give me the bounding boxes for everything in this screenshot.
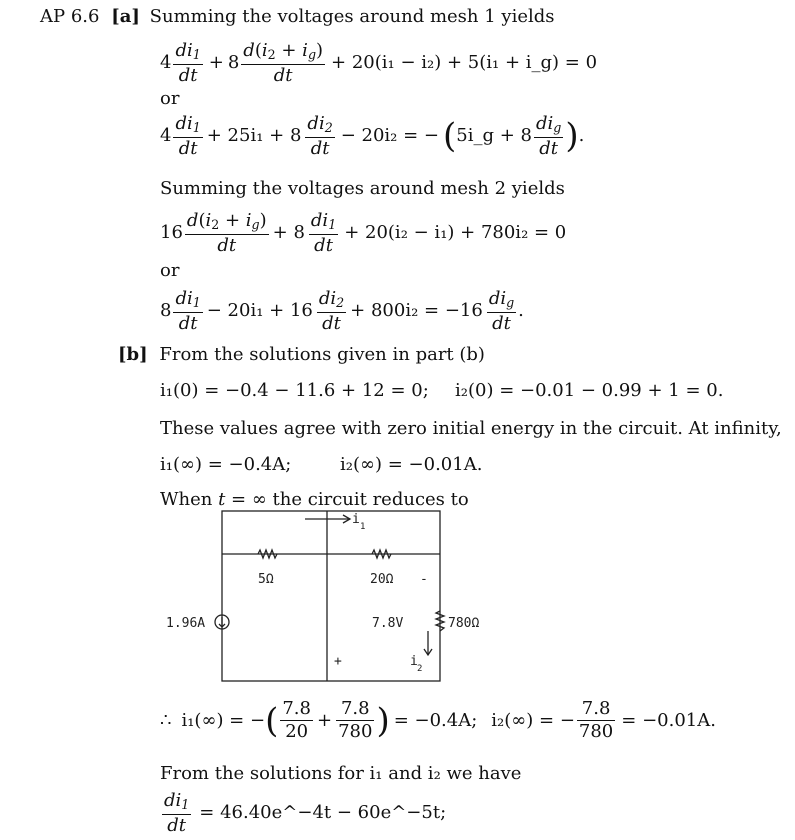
equation-mesh1: 4 $\frac{di_1}{dt}$ + 8 $\frac{d(i_2 + i_g)}{dt}$ + 20(i₁ − i₂) + 5(i₁ + i_g) = 0 [160, 40, 598, 86]
or-text: or [160, 88, 180, 109]
i1-zero: i₁(0) = −0.4 − 11.6 + 12 = 0; [160, 380, 429, 401]
i1-label: i [352, 512, 360, 527]
fraction: $\frac{di_g}{dt}$ [488, 288, 515, 334]
therefore-symbol: ∴ [160, 709, 172, 731]
i1-rhs: = −0.4A; [393, 709, 478, 731]
coef: 4 [160, 52, 172, 74]
fraction: $\frac{7.8}{780}$ [338, 698, 373, 742]
final-intro: From the solutions for i₁ and i₂ we have [160, 763, 522, 784]
circuit-outer-wire [222, 511, 440, 681]
derivative-result [160, 792, 446, 835]
when-text: the circuit reduces to [272, 489, 469, 510]
equation-mid: + 25i₁ + 8 [206, 125, 302, 147]
part-b-label: [b] [118, 344, 148, 365]
fraction: $\frac{di_2}{dt}$ [318, 288, 345, 334]
or-text: or [160, 260, 180, 281]
i2-zero: i₂(0) = −0.01 − 0.99 + 1 = 0. [455, 380, 724, 401]
mesh2-intro: Summing the voltages around mesh 2 yields [160, 178, 565, 199]
part-a-label: [a] [111, 6, 140, 27]
coef: 8 [160, 300, 172, 322]
mesh1-intro: Summing the voltages around mesh 1 yields [149, 6, 555, 27]
equation-mesh2 [160, 212, 566, 255]
fraction: $\frac{di_1}{dt}$ [175, 113, 201, 159]
resistor-20-ohm [372, 550, 391, 558]
fraction: $\frac{d(i_2 + i_g)}{dt}$ [243, 40, 324, 86]
fraction: $\frac{7.8}{780}$ [578, 698, 614, 742]
coef: 4 [160, 125, 172, 147]
equation-mid: − 20i₁ + 16 [206, 300, 313, 322]
i2-rhs: = −0.01A. [621, 709, 716, 731]
equation-tail: − 20i₂ = − [340, 125, 440, 147]
i1-lhs: i₁(∞) = − [181, 709, 266, 731]
when-line: When t = ∞ the circuit reduces to [160, 489, 469, 510]
r20-label: 20Ω [370, 572, 394, 587]
plus-sign: + [334, 654, 342, 669]
equation-tail: + 20(i₁ − i₂) + 5(i₁ + i_g) = 0 [331, 52, 598, 74]
i2-label: i [410, 654, 418, 669]
part-b-line [118, 346, 485, 364]
equation-tail: + 20(i₂ − i₁) + 780i₂ = 0 [344, 222, 567, 244]
fraction: $\frac{di_1}{dt}$ [164, 790, 190, 836]
fraction: $\frac{d(i_2 + i_g)}{dt}$ [186, 210, 267, 256]
minus-sign: - [420, 572, 428, 587]
source-label: 1.96A [166, 616, 206, 631]
i1-infinity: i₁(∞) = −0.4A; [160, 454, 292, 475]
r5-label: 5Ω [258, 572, 274, 587]
coef: 8 [227, 52, 240, 74]
i2-lhs: i₂(∞) = − [491, 709, 575, 731]
equation-mesh1-rearranged: 4 $\frac{di_1}{dt}$ + 25i₁ + 8 $\frac{di_2}{dt}$ − 20i₂ = − ( 5i_g + 8 $\frac{di_g}{dt}$ ) . [160, 113, 585, 159]
header-line [40, 8, 555, 26]
resistor-5-ohm [258, 550, 277, 558]
voltage-label: 7.8V [372, 616, 404, 631]
fraction: $\frac{di_2}{dt}$ [307, 113, 333, 159]
fraction: $\frac{di_1}{dt}$ [310, 210, 337, 256]
paren-content: 5i_g + 8 [456, 125, 532, 147]
r780-label: 780Ω [448, 616, 480, 631]
equation-tail: + 800i₂ = −16 [350, 300, 483, 322]
problem-number: AP 6.6 [40, 6, 100, 27]
i1-sub: 1 [360, 522, 366, 532]
fraction: $\frac{7.8}{20}$ [282, 698, 311, 742]
agree-text: These values agree with zero initial energy in the circuit. At infinity, [160, 418, 782, 439]
infinity-result: ∴ i₁(∞) = − ( $\frac{7.8}{20}$ + $\frac{7.8}{780}$ ) = −0.4A; i₂(∞) = − $\frac{7.8}{780}$ = −0.01A. [160, 698, 716, 742]
coef: 16 [160, 222, 183, 244]
i2-infinity: i₂(∞) = −0.01A. [340, 454, 483, 475]
i2-sub: 2 [417, 664, 423, 674]
fraction: $\frac{di_1}{dt}$ [175, 288, 201, 334]
equation-mesh2-rearranged: 8 $\frac{di_1}{dt}$ − 20i₁ + 16 $\frac{di_2}{dt}$ + 800i₂ = −16 $\frac{di_g}{dt}$ . [160, 288, 524, 334]
part-b-intro: From the solutions given in part (b) [159, 344, 485, 365]
circuit-diagram [150, 505, 510, 690]
fraction: $\frac{di_1}{dt}$ [175, 40, 201, 86]
fraction: $\frac{di_g}{dt}$ [536, 113, 562, 159]
derivative-rhs: = 46.40e^−4t − 60e^−5t; [199, 802, 447, 824]
coef: + 8 [272, 222, 305, 244]
